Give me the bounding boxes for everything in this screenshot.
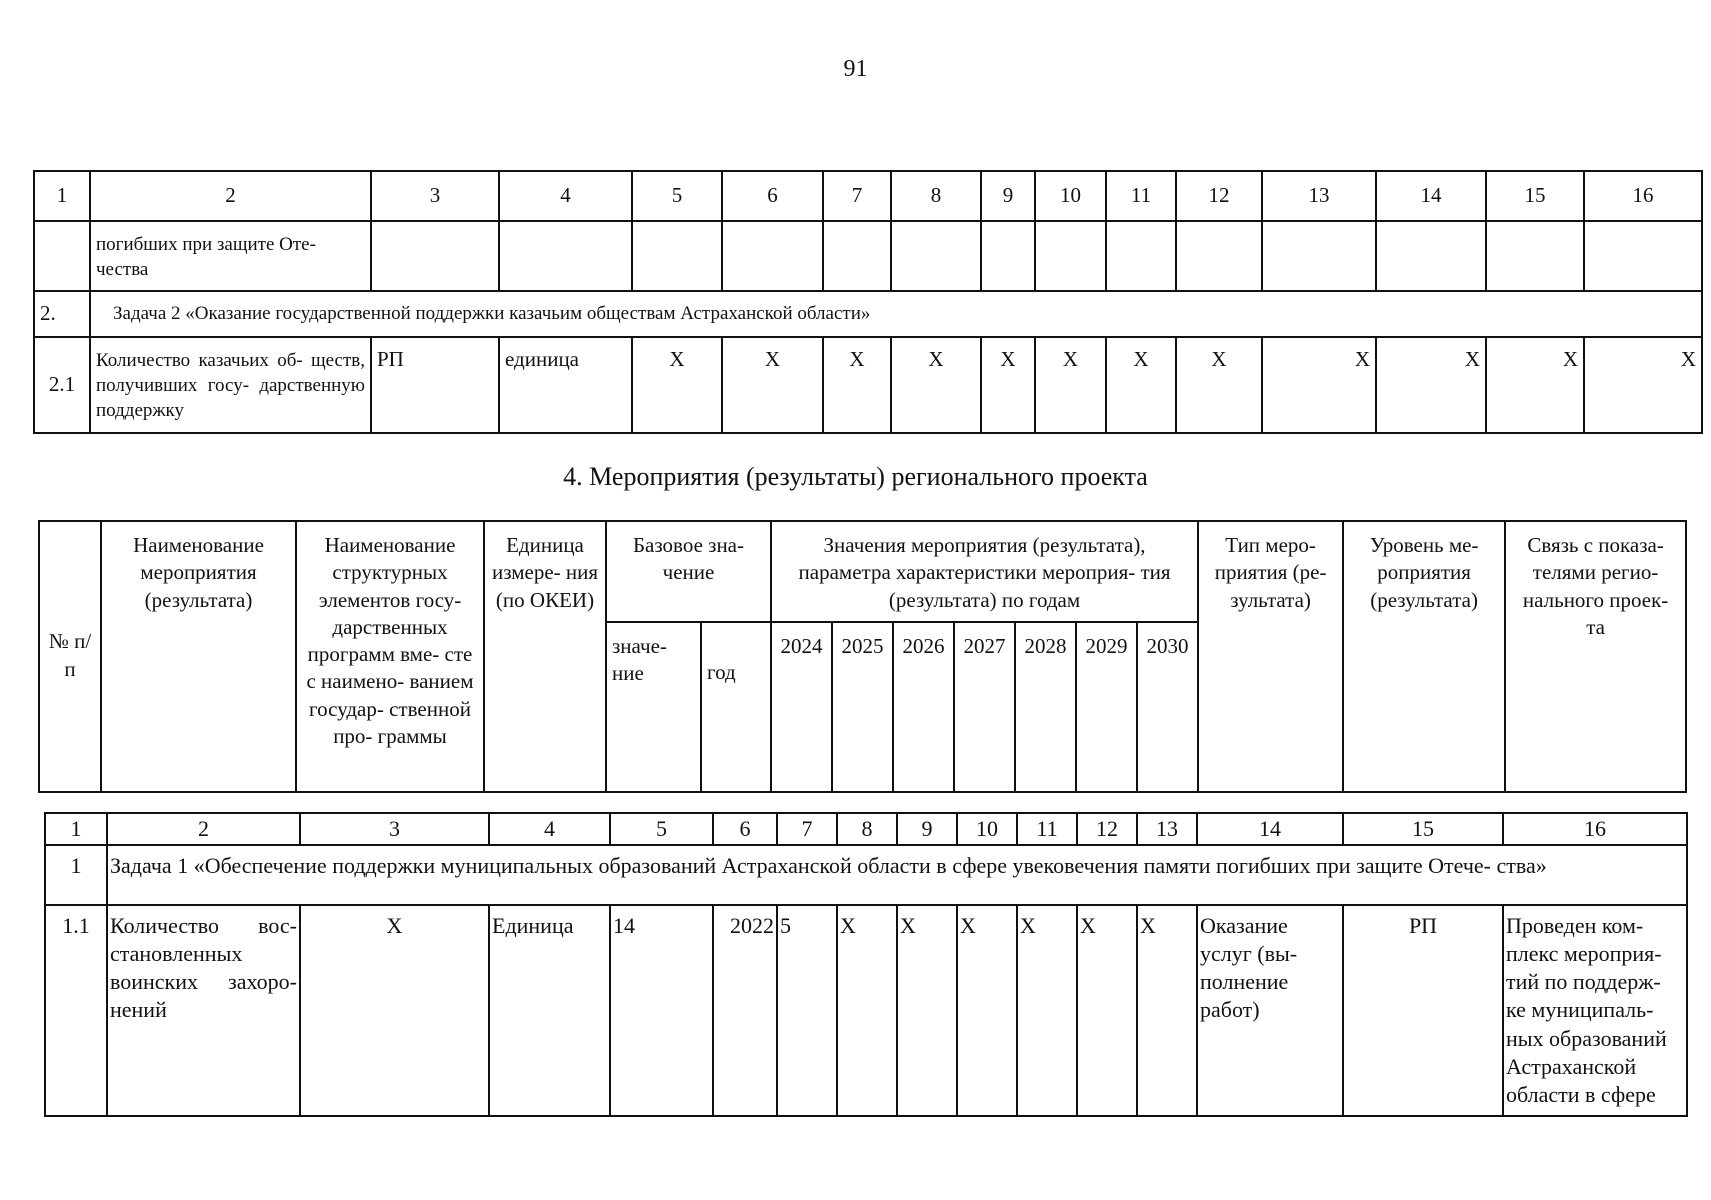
indicator-link: Проведен ком- плекс мероприя- тий по поддерж- ке муниципаль- ных образований Астраханской области в сфере	[1503, 905, 1687, 1116]
continuation-text: погибших при защите Оте- чества	[90, 221, 371, 291]
row-number: 2.1	[34, 337, 90, 433]
col-number: 13	[1137, 813, 1197, 845]
year-value: X	[897, 905, 957, 1116]
col-number: 1	[45, 813, 107, 845]
col-number: 4	[489, 813, 610, 845]
col-number: 5	[610, 813, 713, 845]
col-number: 8	[837, 813, 897, 845]
row-number: 1.1	[45, 905, 107, 1116]
measures-header-table	[38, 520, 1687, 793]
header-year: 2025	[832, 622, 893, 792]
header-year: 2030	[1137, 622, 1198, 792]
measure-type: Оказание услуг (вы- полнение работ)	[1197, 905, 1343, 1116]
cell-mark: X	[981, 337, 1035, 433]
col-number: 8	[891, 171, 981, 221]
page-number: 91	[843, 56, 868, 82]
col-number: 15	[1343, 813, 1503, 845]
col-number: 12	[1176, 171, 1262, 221]
col-number: 14	[1197, 813, 1343, 845]
col-number: 13	[1262, 171, 1376, 221]
header-structural-elements: Наименование структурных элементов госу- дарственных программ вме- сте с наимено- ванием государ- ственной про- граммы	[296, 521, 484, 792]
header-year: 2027	[954, 622, 1015, 792]
year-value: X	[1017, 905, 1077, 1116]
col-number: 6	[722, 171, 823, 221]
col-number: 2	[107, 813, 300, 845]
cell-mark: X	[1262, 337, 1376, 433]
header-link-indicators: Связь с показа- телями регио- нального проек- та	[1505, 521, 1686, 792]
column-number-row	[45, 813, 1687, 845]
year-value: X	[1137, 905, 1197, 1116]
col-number: 11	[1106, 171, 1176, 221]
col-number: 10	[1035, 171, 1106, 221]
col-number: 14	[1376, 171, 1486, 221]
measure-unit: Единица	[489, 905, 610, 1116]
col-number: 10	[957, 813, 1017, 845]
task2-row	[34, 291, 1702, 337]
col-number: 7	[823, 171, 891, 221]
cell-mark: X	[722, 337, 823, 433]
header-number: № п/п	[39, 521, 101, 792]
year-value: X	[957, 905, 1017, 1116]
header-year: 2024	[771, 622, 832, 792]
cell-mark: X	[1106, 337, 1176, 433]
header-year: 2026	[893, 622, 954, 792]
header-year: 2028	[1015, 622, 1076, 792]
cell-mark: X	[1584, 337, 1702, 433]
measure-name: Количество вос- становленных воинских захоро- нений	[107, 905, 300, 1116]
table-row	[45, 905, 1687, 1116]
base-value: 14	[610, 905, 713, 1116]
col-number: 9	[981, 171, 1035, 221]
cell-mark: X	[632, 337, 722, 433]
col-number: 12	[1077, 813, 1137, 845]
col-number: 11	[1017, 813, 1077, 845]
continuation-row	[34, 221, 1702, 291]
year-value: X	[1077, 905, 1137, 1116]
table-row	[34, 337, 1702, 433]
header-base-value-value: значе- ние	[606, 622, 701, 792]
task1-row	[45, 845, 1687, 905]
col-number: 16	[1584, 171, 1702, 221]
measures-table	[44, 812, 1688, 1117]
indicator-unit: единица	[499, 337, 632, 433]
cell-mark: X	[1035, 337, 1106, 433]
col-number: 4	[499, 171, 632, 221]
indicators-table	[33, 170, 1703, 434]
task-title: Задача 2 «Оказание государственной поддержки казачьим обществам Астраханской области»	[90, 291, 1702, 337]
header-measure-name: Наименование мероприятия (результата)	[101, 521, 296, 792]
task-number: 2.	[34, 291, 90, 337]
col-number: 6	[713, 813, 777, 845]
header-values-by-year: Значения мероприятия (результата), параметра характеристики мероприя- тия (результата) по годам	[771, 521, 1198, 622]
header-measure-type: Тип меро- приятия (ре- зультата)	[1198, 521, 1343, 792]
col-number: 15	[1486, 171, 1584, 221]
col-number: 1	[34, 171, 90, 221]
header-base-value: Базовое зна- чение	[606, 521, 771, 622]
cell-mark: X	[823, 337, 891, 433]
col-number: 3	[300, 813, 489, 845]
column-number-row	[34, 171, 1702, 221]
measure-level: РП	[1343, 905, 1503, 1116]
task-title: Задача 1 «Обеспечение поддержки муниципальных образований Астраханской области в сфере увековечения памяти погибших при защите Отече- ства»	[107, 845, 1687, 905]
structural-element: X	[300, 905, 489, 1116]
year-value: 5	[777, 905, 837, 1116]
cell-mark: X	[891, 337, 981, 433]
cell-mark: X	[1176, 337, 1262, 433]
section-title: 4. Мероприятия (результаты) регионального проекта	[563, 462, 1148, 491]
cell-mark: X	[1486, 337, 1584, 433]
cell-mark: X	[1376, 337, 1486, 433]
col-number: 7	[777, 813, 837, 845]
year-value: X	[837, 905, 897, 1116]
col-number: 16	[1503, 813, 1687, 845]
indicator-name: Количество казачьих об- ществ, получивших госу- дарственную поддержку	[90, 337, 371, 433]
header-measure-level: Уровень ме- роприятия (результата)	[1343, 521, 1505, 792]
col-number: 2	[90, 171, 371, 221]
header-base-value-year: год	[701, 622, 771, 792]
header-year: 2029	[1076, 622, 1137, 792]
col-number: 3	[371, 171, 499, 221]
col-number: 5	[632, 171, 722, 221]
col-number: 9	[897, 813, 957, 845]
task-number: 1	[45, 845, 107, 905]
base-year: 2022	[713, 905, 777, 1116]
header-unit: Единица измере- ния (по ОКЕИ)	[484, 521, 606, 792]
indicator-level: РП	[371, 337, 499, 433]
